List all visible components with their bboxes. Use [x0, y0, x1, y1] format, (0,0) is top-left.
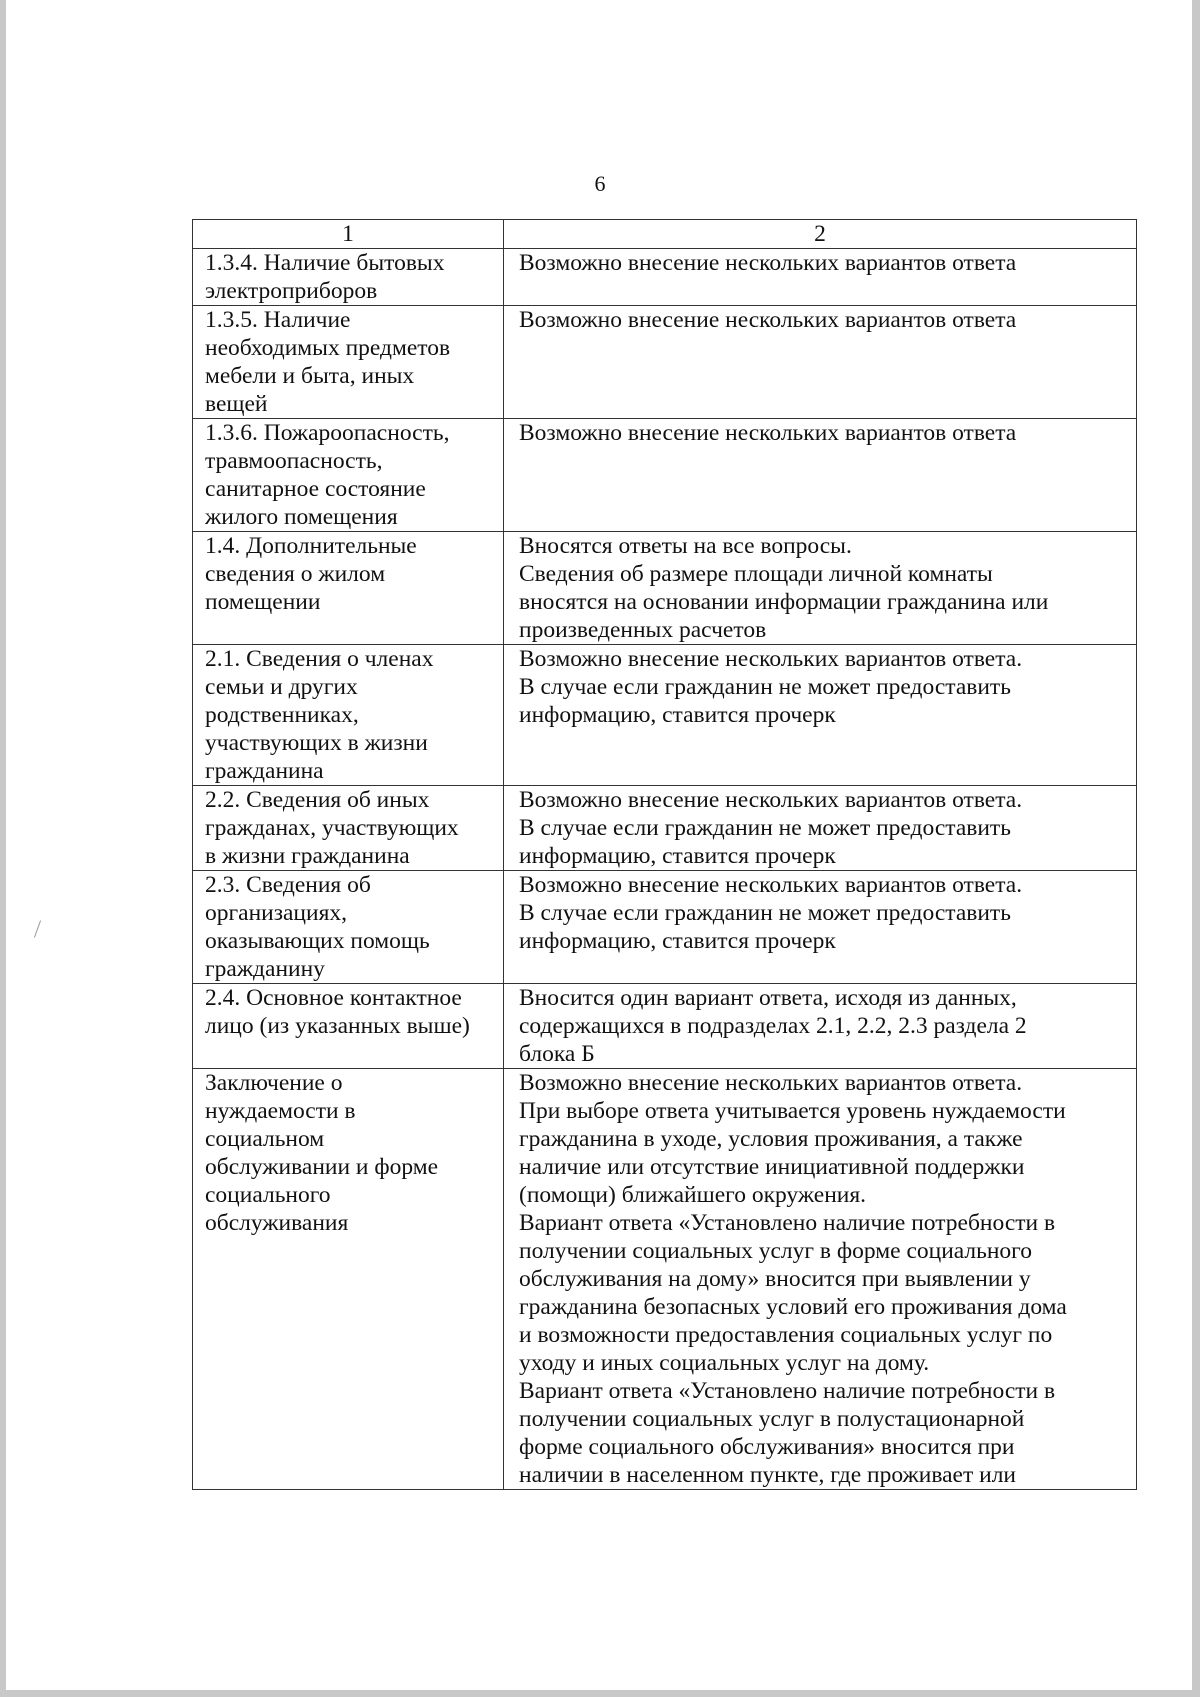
- cell-text-line: гражданину: [205, 956, 325, 982]
- instruction-cell: [504, 1069, 1137, 1490]
- cell-text-line: форме социального обслуживания» вносится при: [519, 1434, 1015, 1460]
- table-row: [193, 419, 1137, 532]
- cell-text-line: санитарное состояние: [205, 476, 426, 502]
- cell-text-line: травмоопасность,: [205, 448, 383, 474]
- cell-text-line: Вариант ответа «Установлено наличие потребности в: [519, 1210, 1056, 1236]
- cell-text-line: Вариант ответа «Установлено наличие потребности в: [519, 1378, 1056, 1404]
- cell-text-line: 2.3. Сведения об: [205, 872, 371, 898]
- table-row: [193, 645, 1137, 786]
- cell-text-line: В случае если гражданин не может предоставить: [519, 900, 1011, 926]
- cell-text-line: В случае если гражданин не может предоставить: [519, 674, 1011, 700]
- cell-text-line: организациях,: [205, 900, 348, 926]
- instruction-cell: [504, 249, 1137, 306]
- cell-text-line: гражданина безопасных условий его проживания дома: [519, 1294, 1067, 1320]
- cell-text-line: 2.1. Сведения о членах: [205, 646, 434, 672]
- section-cell: [193, 532, 504, 645]
- section-cell: [193, 786, 504, 871]
- instruction-cell: [504, 871, 1137, 984]
- cell-text-line: содержащихся в подразделах 2.1, 2.2, 2.3 раздела 2: [519, 1013, 1027, 1039]
- cell-text-line: Возможно внесение нескольких вариантов ответа.: [519, 787, 1023, 813]
- table-row: [193, 532, 1137, 645]
- instruction-cell: [504, 306, 1137, 419]
- cell-text-line: Возможно внесение нескольких вариантов ответа: [519, 420, 1017, 446]
- cell-text-line: Сведения об размере площади личной комнаты: [519, 561, 993, 587]
- instruction-cell: [504, 645, 1137, 786]
- section-cell: [193, 419, 504, 532]
- cell-text-line: 2.4. Основное контактное: [205, 985, 462, 1011]
- cell-text-line: родственниках,: [205, 702, 359, 728]
- cell-text-line: обслуживании и форме: [205, 1154, 439, 1180]
- cell-text-line: наличии в населенном пункте, где проживает или: [519, 1462, 1017, 1488]
- cell-text-line: информацию, ставится прочерк: [519, 928, 836, 954]
- column-header-2: 2: [504, 220, 1137, 249]
- instruction-cell: [504, 419, 1137, 532]
- table-row: [193, 1069, 1137, 1490]
- cell-text-line: 1.3.4. Наличие бытовых: [205, 250, 445, 276]
- cell-text-line: семьи и других: [205, 674, 358, 700]
- cell-text-line: уходу и иных социальных услуг на дому.: [519, 1350, 930, 1376]
- cell-text-line: гражданина в уходе, условия проживания, а также: [519, 1126, 1023, 1152]
- cell-text-line: 1.3.6. Пожароопасность,: [205, 420, 450, 446]
- section-cell: [193, 1069, 504, 1490]
- table-row: [193, 249, 1137, 306]
- section-cell: [193, 871, 504, 984]
- cell-text-line: гражданина: [205, 758, 324, 784]
- cell-text-line: Возможно внесение нескольких вариантов ответа.: [519, 872, 1023, 898]
- cell-text-line: информацию, ставится прочерк: [519, 843, 836, 869]
- cell-text-line: произведенных расчетов: [519, 617, 767, 643]
- table-header-row: [193, 220, 1137, 249]
- section-cell: [193, 984, 504, 1069]
- cell-text-line: вещей: [205, 391, 268, 417]
- cell-text-line: блока Б: [519, 1041, 595, 1067]
- section-cell: [193, 306, 504, 419]
- cell-text-line: социального: [205, 1182, 331, 1208]
- cell-text-line: Вносятся ответы на все вопросы.: [519, 533, 852, 559]
- table-row: [193, 786, 1137, 871]
- instruction-cell: [504, 786, 1137, 871]
- table-row: [193, 306, 1137, 419]
- section-cell: [193, 249, 504, 306]
- cell-text-line: Возможно внесение нескольких вариантов ответа: [519, 307, 1017, 333]
- cell-text-line: информацию, ставится прочерк: [519, 702, 836, 728]
- cell-text-line: вносятся на основании информации гражданина или: [519, 589, 1049, 615]
- table-row: [193, 871, 1137, 984]
- cell-text-line: обслуживания на дому» вносится при выявлении у: [519, 1266, 1031, 1292]
- cell-text-line: 1.4. Дополнительные: [205, 533, 417, 559]
- instruction-cell: [504, 984, 1137, 1069]
- cell-text-line: социальном: [205, 1126, 325, 1152]
- cell-text-line: и возможности предоставления социальных услуг по: [519, 1322, 1053, 1348]
- cell-text-line: Вносится один вариант ответа, исходя из данных,: [519, 985, 1017, 1011]
- cell-text-line: 1.3.5. Наличие: [205, 307, 351, 333]
- section-cell: [193, 645, 504, 786]
- cell-text-line: мебели и быта, иных: [205, 363, 415, 389]
- cell-text-line: гражданах, участвующих: [205, 815, 459, 841]
- cell-text-line: Возможно внесение нескольких вариантов ответа: [519, 250, 1017, 276]
- cell-text-line: В случае если гражданин не может предоставить: [519, 815, 1011, 841]
- cell-text-line: Возможно внесение нескольких вариантов ответа.: [519, 646, 1023, 672]
- cell-text-line: наличие или отсутствие инициативной поддержки: [519, 1154, 1025, 1180]
- cell-text-line: жилого помещения: [205, 504, 398, 530]
- cell-text-line: получении социальных услуг в полустационарной: [519, 1406, 1025, 1432]
- cell-text-line: нуждаемости в: [205, 1098, 356, 1124]
- cell-text-line: лицо (из указанных выше): [205, 1013, 470, 1039]
- cell-text-line: 2.2. Сведения об иных: [205, 787, 430, 813]
- cell-text-line: При выборе ответа учитывается уровень нуждаемости: [519, 1098, 1066, 1124]
- cell-text-line: в жизни гражданина: [205, 843, 410, 869]
- requirements-table: [192, 219, 1137, 1490]
- cell-text-line: (помощи) ближайшего окружения.: [519, 1182, 867, 1208]
- cell-text-line: оказывающих помощь: [205, 928, 430, 954]
- cell-text-line: электроприборов: [205, 278, 378, 304]
- column-header-1: 1: [193, 220, 504, 249]
- table-row: [193, 984, 1137, 1069]
- cell-text-line: помещении: [205, 589, 321, 615]
- instruction-cell: [504, 532, 1137, 645]
- cell-text-line: Возможно внесение нескольких вариантов ответа.: [519, 1070, 1023, 1096]
- cell-text-line: сведения о жилом: [205, 561, 386, 587]
- cell-text-line: участвующих в жизни: [205, 730, 428, 756]
- cell-text-line: получении социальных услуг в форме социального: [519, 1238, 1032, 1264]
- cell-text-line: обслуживания: [205, 1210, 349, 1236]
- page-number: 6: [594, 171, 606, 196]
- cell-text-line: необходимых предметов: [205, 335, 451, 361]
- cell-text-line: Заключение о: [205, 1070, 343, 1096]
